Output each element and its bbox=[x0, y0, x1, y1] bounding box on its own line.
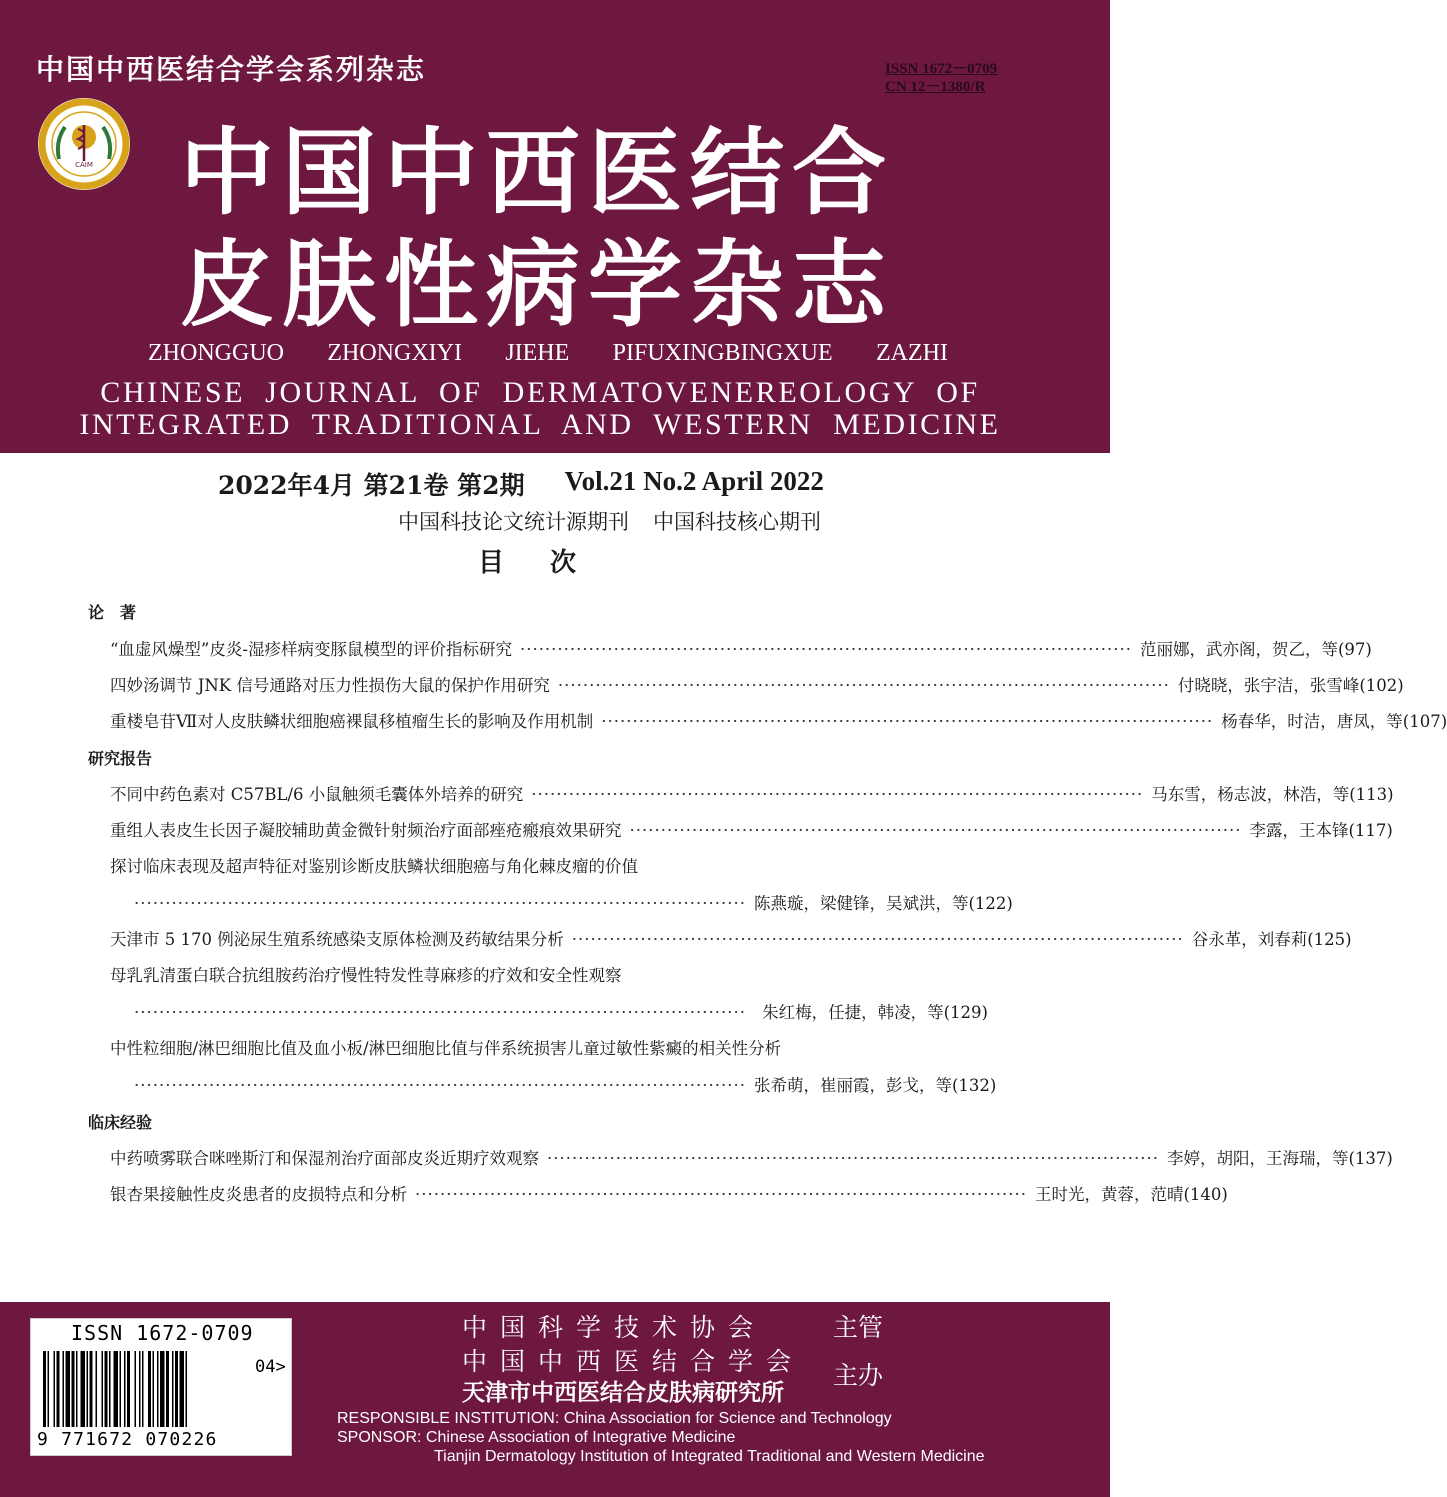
barcode-bar bbox=[76, 1351, 78, 1427]
barcode-bar bbox=[175, 1351, 178, 1427]
barcode-number: 9 771672 070226 bbox=[37, 1429, 218, 1450]
barcode-bar bbox=[124, 1351, 126, 1427]
toc-entry-title-line[interactable] bbox=[110, 853, 988, 877]
barcode-bar bbox=[148, 1351, 151, 1427]
pinyin-word: ZAZHI bbox=[875, 340, 948, 366]
toc-entry-authors: 王时光，黄蓉，范晴(140) bbox=[1035, 1185, 1228, 1204]
toc-entry-title: 天津市 5 170 例泌尿生殖系统感染支原体检测及药敏结果分析 bbox=[110, 930, 564, 949]
barcode-bar bbox=[153, 1351, 155, 1427]
indexing-labels bbox=[398, 506, 938, 536]
barcode-bar bbox=[48, 1351, 50, 1427]
toc-entry[interactable] bbox=[110, 1145, 1393, 1169]
toc-entry-title: 重组人表皮生长因子凝胶辅助黄金微针射频治疗面部痤疮瘢痕效果研究 bbox=[110, 821, 622, 840]
toc-entry-authors: 李露，王本锋(117) bbox=[1249, 821, 1393, 840]
barcode-bar bbox=[54, 1351, 56, 1427]
toc-entry[interactable] bbox=[110, 926, 1352, 950]
toc-entry-title-line[interactable] bbox=[110, 1035, 988, 1059]
toc-entry-authors: 杨春华，时洁，唐凤，等(107) bbox=[1221, 712, 1447, 731]
toc-entry[interactable] bbox=[110, 781, 1394, 805]
leader-dots: ·································································································· bbox=[134, 1076, 746, 1095]
barcode-bar bbox=[96, 1351, 98, 1427]
leader-dots: ·································································································· bbox=[415, 1185, 1027, 1204]
indexing-label: 中国科技核心期刊 bbox=[653, 510, 821, 534]
toc-entry-title: 重楼皂苷Ⅶ对人皮肤鳞状细胞癌裸鼠移植瘤生长的影响及作用机制 bbox=[110, 712, 594, 731]
toc-entry[interactable] bbox=[110, 672, 1404, 696]
leader-dots: ·································································································· bbox=[547, 1149, 1159, 1168]
toc-entry-title: “血虚风燥型”皮炎-湿疹样病变豚鼠模型的评价指标研究 bbox=[110, 640, 512, 659]
barcode-bar bbox=[157, 1351, 159, 1427]
pinyin-word: JIEHE bbox=[505, 340, 570, 366]
pinyin-title bbox=[148, 340, 948, 367]
barcode-bar bbox=[72, 1351, 75, 1427]
barcode-bar bbox=[102, 1351, 104, 1427]
barcode-bar bbox=[142, 1351, 144, 1427]
leader-dots: ·································································································· bbox=[629, 821, 1242, 840]
sponsor-line: SPONSOR: Chinese Association of Integrative Medicine bbox=[337, 1429, 736, 1446]
indexing-label: 中国科技论文统计源期刊 bbox=[398, 510, 629, 534]
role-sponsor: 主办 bbox=[833, 1361, 884, 1390]
responsible-institution: RESPONSIBLE INSTITUTION: China Association for Science and Technology bbox=[337, 1410, 892, 1427]
issue-info-cn: 2022年4月 第21卷 第2期 bbox=[218, 471, 525, 500]
leader-dots: ·································································································· bbox=[531, 785, 1144, 804]
barcode-bar bbox=[127, 1351, 130, 1427]
journal-title-line2: 皮肤性病学杂志 bbox=[180, 231, 895, 340]
issue-info bbox=[218, 466, 938, 502]
barcode-bar bbox=[87, 1351, 89, 1427]
toc-entry-title: 银杏果接触性皮炎患者的皮损特点和分析 bbox=[110, 1185, 407, 1204]
toc-entry-authors: 谷永革，刘春莉(125) bbox=[1191, 930, 1352, 949]
pinyin-word: PIFUXINGBINGXUE bbox=[612, 340, 833, 366]
toc-entry-title: 母乳乳清蛋白联合抗组胺药治疗慢性特发性荨麻疹的疗效和安全性观察 bbox=[110, 966, 622, 985]
toc-entry[interactable] bbox=[110, 817, 1393, 841]
leader-dots: ·································································································· bbox=[557, 676, 1170, 695]
barcode-bar bbox=[186, 1351, 188, 1427]
barcode-bar bbox=[105, 1351, 108, 1427]
toc-section-title: 研究报告 bbox=[88, 749, 153, 768]
cn-number: CN 12－1380/R bbox=[885, 79, 986, 95]
leader-dots: ·································································································· bbox=[571, 930, 1184, 949]
toc-entry-authors: 陈燕璇，梁健锋，吴斌洪，等(122) bbox=[754, 894, 1013, 913]
toc-entry-continuation[interactable] bbox=[134, 1072, 997, 1096]
pinyin-word: ZHONGXIYI bbox=[327, 340, 462, 366]
barcode-bar bbox=[63, 1351, 65, 1427]
toc-entry-title-line[interactable] bbox=[110, 962, 988, 986]
barcode-bar bbox=[160, 1351, 165, 1427]
toc-entry[interactable] bbox=[110, 1181, 1228, 1205]
org-sponsor: 中国中西医结合学会 bbox=[462, 1347, 805, 1376]
toc-entry-title: 中药喷雾联合咪唑斯汀和保湿剂治疗面部皮炎近期疗效观察 bbox=[110, 1149, 539, 1168]
society-logo-icon bbox=[37, 97, 131, 191]
leader-dots: ·································································································· bbox=[519, 640, 1132, 659]
barcode-bar bbox=[139, 1351, 141, 1427]
barcode-bar bbox=[43, 1351, 46, 1427]
org-cosponsor: 天津市中西医结合皮肤病研究所 bbox=[462, 1380, 784, 1406]
pinyin-word: ZHONGGUO bbox=[148, 340, 284, 366]
org-supervisor: 中国科学技术协会 bbox=[462, 1313, 767, 1342]
barcode-bar bbox=[135, 1351, 137, 1427]
toc-entry-authors: 范丽娜，武亦阁，贺乙，等(97) bbox=[1139, 640, 1372, 659]
toc-section-title: 临床经验 bbox=[88, 1113, 153, 1132]
english-title-line1: CHINESE JOURNAL OF DERMATOVENEREOLOGY OF bbox=[100, 376, 980, 409]
english-title-line2: INTEGRATED TRADITIONAL AND WESTERN MEDICINE bbox=[79, 408, 1001, 441]
toc-entry-authors: 张希萌，崔丽霞，彭戈，等(132) bbox=[754, 1076, 997, 1095]
toc-entry-authors: 朱红梅，任捷，韩凌，等(129) bbox=[762, 1003, 988, 1022]
barcode-panel bbox=[30, 1318, 292, 1456]
toc-entry-authors: 付晓晓，张宇洁，张雪峰(102) bbox=[1177, 676, 1404, 695]
leader-dots: ·································································································· bbox=[601, 712, 1214, 731]
barcode-icon bbox=[41, 1351, 253, 1429]
barcode-bar bbox=[172, 1351, 174, 1427]
issue-info-en: Vol.21 No.2 April 2022 bbox=[564, 466, 824, 496]
logo-text: CAIM bbox=[75, 161, 93, 169]
issn-block bbox=[885, 60, 1035, 96]
toc-heading: 目次 bbox=[478, 548, 623, 578]
toc-entry-title: 四妙汤调节 JNK 信号通路对压力性损伤大鼠的保护作用研究 bbox=[110, 676, 550, 695]
barcode-bar bbox=[180, 1351, 185, 1427]
toc-section-title: 论 著 bbox=[88, 603, 137, 622]
leader-dots: ·································································································· bbox=[134, 894, 746, 913]
barcode-bar bbox=[57, 1351, 60, 1427]
leader-dots: ·································································································· bbox=[134, 1003, 746, 1022]
series-label: 中国中西医结合学会系列杂志 bbox=[36, 53, 427, 86]
toc-entry-continuation[interactable] bbox=[134, 999, 988, 1023]
barcode-bar bbox=[166, 1351, 169, 1427]
toc-entry-title: 中性粒细胞/淋巴细胞比值及血小板/淋巴细胞比值与伴系统损害儿童过敏性紫癜的相关性分析 bbox=[110, 1039, 782, 1058]
journal-title-line1: 中国中西医结合 bbox=[180, 119, 895, 228]
barcode-bar bbox=[66, 1351, 71, 1427]
barcode-addon: 04> bbox=[255, 1357, 286, 1377]
toc-entry-continuation[interactable] bbox=[134, 890, 1013, 914]
toc-entry[interactable] bbox=[110, 708, 1447, 732]
barcode-bar bbox=[109, 1351, 111, 1427]
issn-number: ISSN 1672－0709 bbox=[885, 61, 998, 77]
toc-entry-authors: 马东雪，杨志波，林浩，等(113) bbox=[1151, 785, 1394, 804]
toc-entry-title: 探讨临床表现及超声特征对鉴别诊断皮肤鳞状细胞癌与角化棘皮瘤的价值 bbox=[110, 857, 638, 876]
barcode-bar bbox=[114, 1351, 119, 1427]
barcode-bar bbox=[81, 1351, 86, 1427]
toc-entry-authors: 李婷，胡阳，王海瑞，等(137) bbox=[1167, 1149, 1393, 1168]
barcode-bar bbox=[90, 1351, 93, 1427]
role-supervisor: 主管 bbox=[833, 1313, 884, 1342]
barcode-issn: ISSN 1672-0709 bbox=[71, 1321, 254, 1345]
toc-entry[interactable] bbox=[110, 636, 1372, 660]
barcode-bar bbox=[120, 1351, 122, 1427]
toc-entry-title: 不同中药色素对 C57BL/6 小鼠触须毛囊体外培养的研究 bbox=[110, 785, 524, 804]
sponsor-line-2: Tianjin Dermatology Institution of Integrated Traditional and Western Medicine bbox=[434, 1448, 985, 1465]
